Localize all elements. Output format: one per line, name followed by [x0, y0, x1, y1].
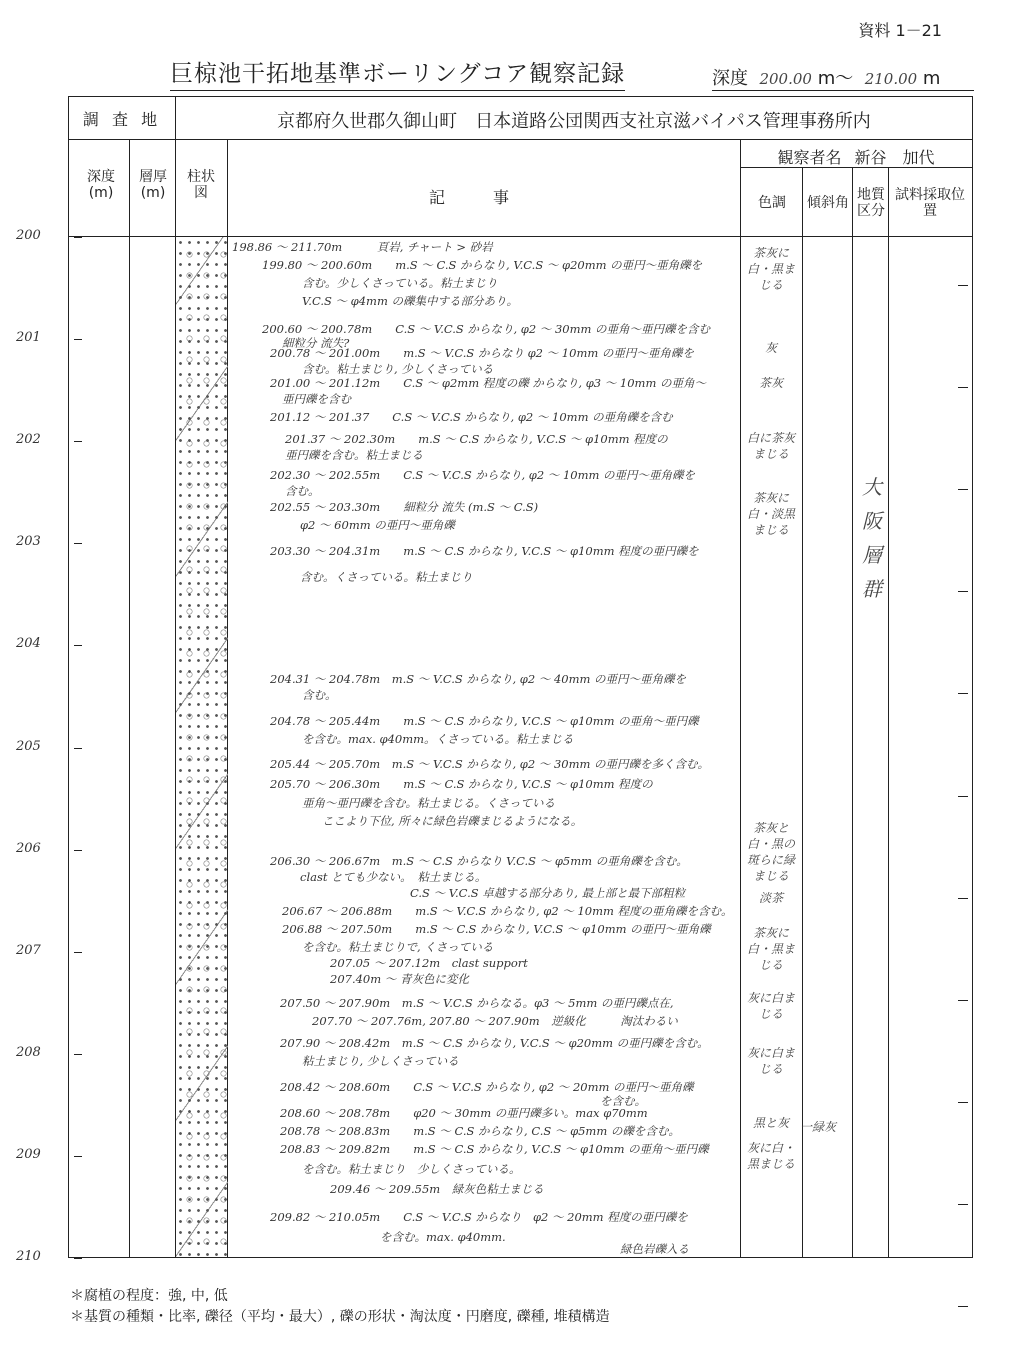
log-entry: V.C.S ～ φ4mm の礫集中する部分あり。 — [302, 294, 519, 308]
depth-tick-mark-right — [958, 591, 968, 592]
depth-tick-mark-right — [958, 693, 968, 694]
log-entry: 201.37 ～ 202.30m m.S ～ C.S からなり, V.C.S ～ φ10mm 程度の — [285, 432, 668, 446]
log-entry: 206.30 ～ 206.67m m.S ～ C.S からなり V.C.S ～ φ5mm の亜角礫を含む。 — [270, 854, 688, 868]
log-entry: を含む。粘土まじりで, くさっている — [302, 940, 494, 954]
log-entry: 199.80 ～ 200.60m m.S ～ C.S からなり, V.C.S ～ φ20mm の亜円～亜角礫を — [262, 258, 703, 272]
depth-tick-label: 206 — [16, 840, 41, 856]
log-entry: 208.78 ～ 208.83m m.S ～ C.S からなり, C.S ～ φ5mm の礫を含む。 — [280, 1124, 680, 1138]
depth-tick-mark — [74, 1258, 82, 1259]
depth-tick-mark — [74, 850, 82, 851]
depth-tick-mark-right — [958, 898, 968, 899]
log-entry: 202.30 ～ 202.55m C.S ～ V.C.S からなり, φ2 ～ 10mm の亜円～亜角礫を — [270, 468, 696, 482]
footnote-humus: ＊腐植の程度：強, 中, 低 — [70, 1288, 228, 1304]
log-entry: を含む。 — [600, 1094, 646, 1108]
col-geo-header: 地質区分 — [857, 187, 885, 219]
log-entry: ここより下位, 所々に緑色岩礫まじるようになる。 — [322, 814, 583, 828]
rule — [852, 167, 853, 1257]
depth-tick-label: 201 — [16, 330, 41, 346]
log-entry: 206.67 ～ 206.88m m.S ～ V.C.S からなり, φ2 ～ 10mm 程度の亜角礫を含む。 — [282, 904, 733, 918]
depth-label: 深度 — [712, 68, 748, 89]
log-entry: 含む。少しくさっている。粘土まじり — [302, 276, 498, 290]
observer-name — [751, 145, 961, 168]
color-note: 茶灰に白・淡黒まじる — [746, 491, 795, 537]
depth-range — [712, 64, 974, 91]
depth-tick-label: 207 — [16, 942, 41, 958]
log-entry: 緑色岩礫入る — [620, 1242, 689, 1256]
color-note: 灰に白・黒まじる — [746, 1141, 795, 1171]
log-entry: 亜円礫を含む。粘土まじる — [285, 448, 423, 462]
depth-tick-mark — [74, 1054, 82, 1055]
depth-tick-label: 210 — [16, 1249, 41, 1264]
footnote-matrix: ＊基質の種類・比率, 礫径（平均・最大）, 礫の形状・淘汰度・円磨度, 礫種, 堆積構造 — [70, 1309, 610, 1325]
observer: 新谷 加代 — [854, 148, 935, 167]
depth-tick-mark — [74, 237, 82, 238]
color-note: 灰に白まじる — [746, 991, 795, 1021]
depth-tick-mark-right — [958, 285, 968, 286]
lithology-column-pattern — [176, 237, 228, 1258]
log-entry: 208.42 ～ 208.60m C.S ～ V.C.S からなり, φ2 ～ 20mm の亜円～亜角礫 — [280, 1080, 694, 1094]
log-entry: 204.31 ～ 204.78m m.S ～ V.C.S からなり, φ2 ～ 40mm の亜円～亜角礫を — [270, 672, 687, 686]
depth-tick-label: 208 — [16, 1044, 41, 1060]
log-entry: 亜角～亜円礫を含む。粘土まじる。くさっている — [302, 796, 555, 810]
rule — [888, 167, 889, 1257]
depth-tick-mark — [74, 441, 82, 442]
color-note: 灰 — [764, 341, 777, 355]
page-title: 巨椋池干拓地基準ボーリングコア観察記録 — [170, 55, 625, 91]
survey-site: 京都府久世郡久御山町 日本道路公団関西支社京滋バイパス管理事務所内 — [277, 111, 871, 132]
log-entry: 207.50 ～ 207.90m m.S ～ V.C.S からなる。φ3 ～ 5mm の亜円礫点在, — [280, 996, 674, 1010]
col-sample-header: 試料採取位置 — [895, 187, 965, 219]
color-note: 灰に白まじる — [746, 1046, 795, 1076]
depth-tick-mark — [74, 1156, 82, 1157]
depth-tick-mark-right — [958, 1000, 968, 1001]
depth-tick-mark-right — [958, 489, 968, 490]
depth-tick-mark — [74, 748, 82, 749]
depth-tick-mark — [74, 952, 82, 953]
depth-tick-mark-right — [958, 1204, 968, 1205]
log-entry: 208.83 ～ 209.82m m.S ～ C.S からなり, V.C.S ～ φ10mm の亜角～亜円礫 — [280, 1142, 709, 1156]
color-note: 淡茶 — [758, 891, 783, 905]
log-entry: 207.70 ～ 207.76m, 207.80 ～ 207.90m 逆級化 淘汰わるい — [312, 1014, 678, 1028]
log-entry: 粘土まじり, 少しくさっている — [302, 1054, 459, 1068]
log-entry: 202.55 ～ 203.30m 細粒分 流失 (m.S ～ C.S) — [270, 500, 539, 514]
col-depth-header: 深度(m) — [87, 169, 115, 201]
log-entry: 207.90 ～ 208.42m m.S ～ C.S からなり, V.C.S ～ φ20mm の亜円礫を含む。 — [280, 1036, 709, 1050]
log-entry: 含む。 — [285, 484, 320, 498]
rule — [129, 139, 130, 1257]
log-entry: C.S ～ V.C.S 卓越する部分あり, 最上部と最下部粗粒 — [410, 886, 686, 900]
log-entry: 198.86 ～ 211.70m 頁岩, チャート > 砂岩 — [232, 240, 493, 254]
log-entry: clast とても少ない。 粘土まじる。 — [300, 870, 487, 884]
log-entry: 細粒分 流失? — [282, 336, 350, 350]
log-entry: 207.05 ～ 207.12m clast support — [330, 956, 528, 970]
rule — [740, 139, 741, 1257]
log-entry: 含む。粘土まじり, 少しくさっている — [302, 362, 494, 376]
col-color-header: 色調 — [758, 195, 786, 211]
col-column-header: 柱状図 — [187, 169, 215, 201]
depth-tick-label: 203 — [16, 534, 41, 550]
color-note: 茶灰に白・黒まじる — [746, 926, 795, 972]
log-entry: 205.44 ～ 205.70m m.S ～ V.C.S からなり, φ2 ～ 30mm の亜円礫を多く含む。 — [270, 757, 710, 771]
log-entry: 200.78 ～ 201.00m m.S ～ V.C.S からなり φ2 ～ 10mm の亜円～亜角礫を — [270, 346, 694, 360]
depth-to: 210.00 — [864, 70, 918, 88]
color-note: 茶灰と白・黒の斑らに緑まじる — [746, 821, 795, 883]
depth-tick-mark — [74, 543, 82, 544]
log-entry: 209.46 ～ 209.55m 緑灰色粘土まじる — [330, 1182, 544, 1196]
log-entry: 201.12 ～ 201.37 C.S ～ V.C.S からなり, φ2 ～ 10mm の亜角礫を含む — [270, 410, 673, 424]
color-note: 茶灰に白・黒まじる — [746, 246, 795, 292]
log-entry: 含む。 — [302, 688, 337, 702]
log-entry: 205.70 ～ 206.30m m.S ～ C.S からなり, V.C.S ～ φ10mm 程度の — [270, 777, 653, 791]
depth-tick-mark-right — [958, 1306, 968, 1307]
log-entry: 207.40m ～ 青灰色に変化 — [330, 972, 469, 986]
log-entry: 亜円礫を含む — [282, 392, 351, 406]
log-entry: を含む。max. φ40mm。くさっている。粘土まじる — [302, 732, 574, 746]
observer-label: 観察者名 — [777, 148, 842, 167]
depth-from: 200.00 — [759, 70, 812, 88]
depth-tick-mark — [74, 645, 82, 646]
col-description-header: 記 事 — [428, 188, 509, 207]
depth-tick-mark-right — [958, 1102, 968, 1103]
log-entry: を含む。粘土まじり 少しくさっている。 — [302, 1162, 521, 1176]
color-note: 白に茶灰まじる — [746, 431, 795, 461]
depth-tick-mark-right — [958, 387, 968, 388]
col-dip-header: 傾斜角 — [807, 195, 849, 211]
color-note: 黒と灰 — [752, 1116, 789, 1130]
depth-tick-label: 200 — [16, 228, 41, 243]
col-thickness-header: 層厚(m) — [139, 169, 167, 201]
depth-tick-mark-right — [958, 796, 968, 797]
depth-separator: m〜 — [817, 68, 854, 89]
depth-tick-label: 209 — [16, 1146, 41, 1162]
survey-site-label: 調 査 地 — [82, 110, 162, 129]
log-entry: 含む。くさっている。粘土まじり — [300, 570, 473, 584]
rule — [69, 139, 972, 140]
document-reference: 資料 1－21 — [858, 21, 942, 40]
geologic-unit: 大阪層群 — [862, 475, 882, 601]
log-entry: 209.82 ～ 210.05m C.S ～ V.C.S からなり φ2 ～ 20mm 程度の亜円礫を — [270, 1210, 688, 1224]
log-entry: φ2 ～ 60mm の亜円～亜角礫 — [300, 518, 455, 532]
dip-note: 一緑灰 — [800, 1120, 837, 1134]
depth-tick-label: 202 — [16, 432, 41, 448]
depth-unit: m — [922, 68, 941, 89]
rule — [802, 167, 803, 1257]
depth-tick-mark — [74, 339, 82, 340]
color-note: 茶灰 — [758, 376, 783, 390]
log-entry: 201.00 ～ 201.12m C.S ～ φ2mm 程度の礫 からなり, φ3 ～ 10mm の亜角～ — [270, 376, 707, 390]
log-entry: 204.78 ～ 205.44m m.S ～ C.S からなり, V.C.S ～ φ10mm の亜角～亜円礫 — [270, 714, 699, 728]
log-entry: 206.88 ～ 207.50m m.S ～ C.S からなり, V.C.S ～ φ10mm の亜円～亜角礫 — [282, 922, 711, 936]
log-entry: 200.60 ～ 200.78m C.S ～ V.C.S からなり, φ2 ～ 30mm の亜角～亜円礫を含む — [262, 322, 711, 336]
log-entry: 203.30 ～ 204.31m m.S ～ C.S からなり, V.C.S ～ φ10mm 程度の亜円礫を — [270, 544, 699, 558]
depth-tick-label: 205 — [16, 738, 41, 754]
log-entry: を含む。max. φ40mm. — [380, 1230, 506, 1244]
depth-tick-label: 204 — [16, 636, 41, 652]
log-entry: 208.60 ～ 208.78m φ20 ～ 30mm の亜円礫多い。max φ70mm — [280, 1106, 648, 1120]
